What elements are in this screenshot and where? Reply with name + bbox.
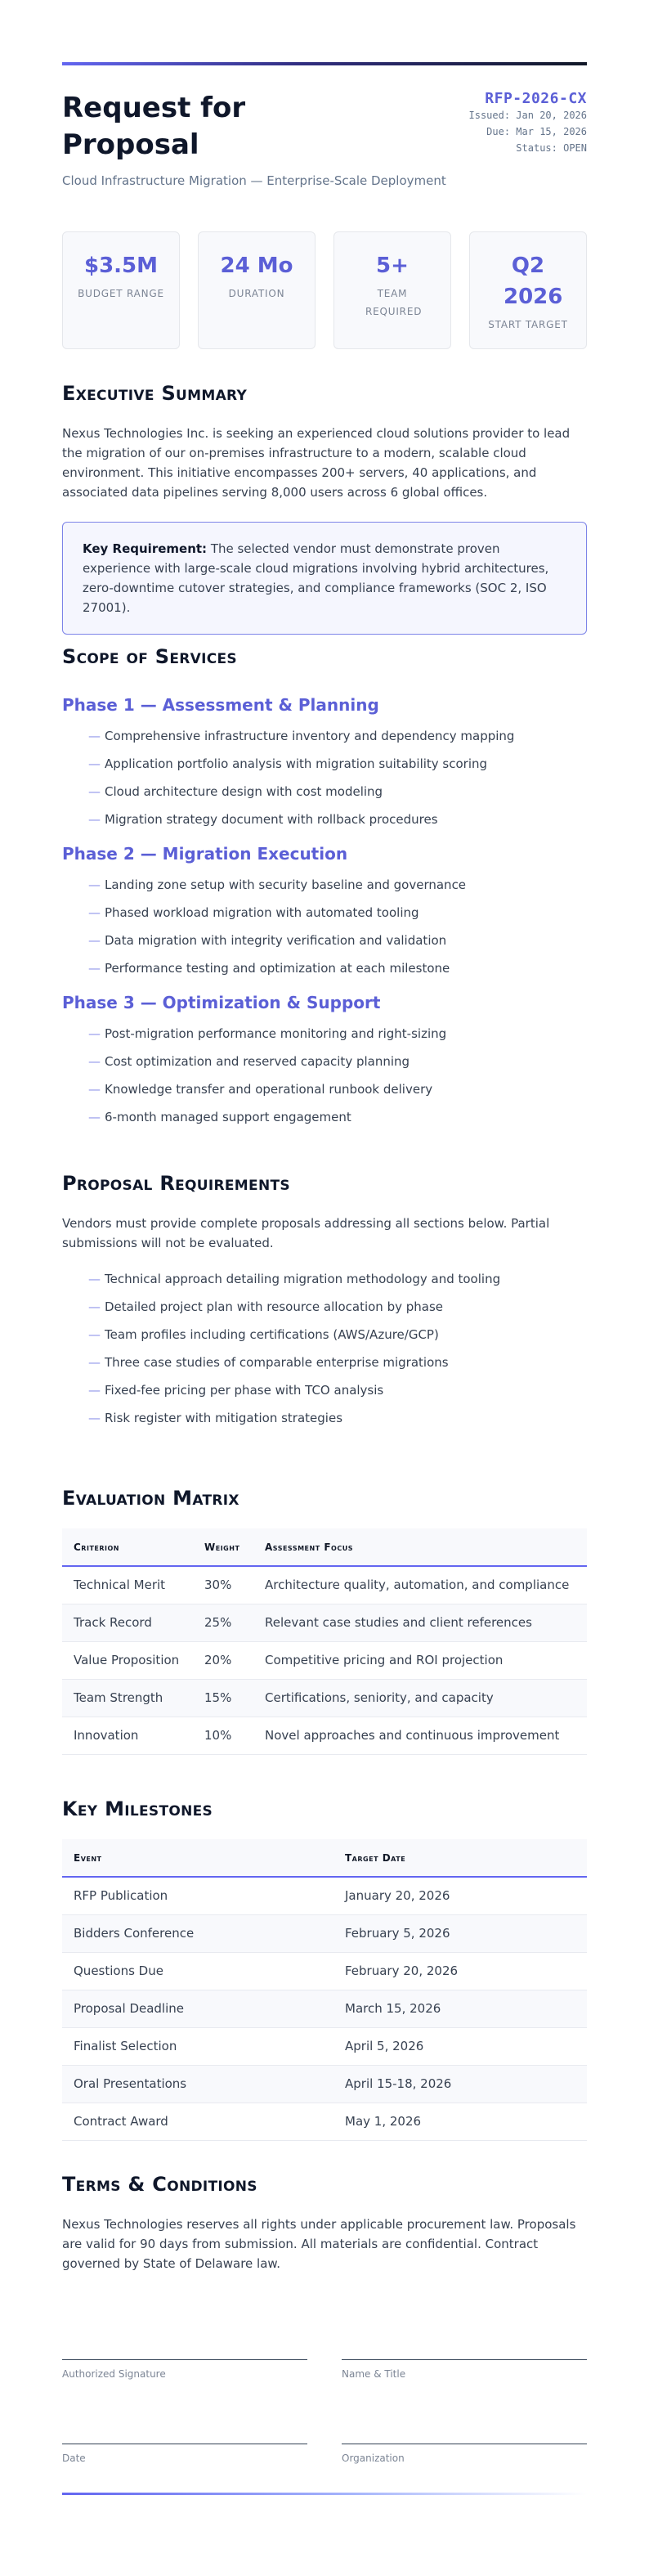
table-cell: April 15-18, 2026 bbox=[333, 2065, 587, 2103]
signature-label: Organization bbox=[342, 2453, 405, 2464]
summary-paragraph: Nexus Technologies Inc. is seeking an experienced cloud solutions provider to lead the migration of our on-premises infrastructure to a modern, scalable cloud environment. This initiative encompasses 200+ servers, 40 applications, and associated data pipelines serving 8,000 users across 6 global offices. bbox=[62, 426, 571, 500]
table-cell: 30% bbox=[193, 1566, 253, 1604]
table-cell: Competitive pricing and ROI projection bbox=[253, 1641, 587, 1679]
dash-icon: — bbox=[88, 1110, 101, 1124]
stat-label: DURATION bbox=[228, 288, 285, 299]
table-cell: Track Record bbox=[62, 1604, 193, 1641]
table-row bbox=[62, 1566, 587, 1604]
executive-summary-section bbox=[62, 381, 587, 635]
table-cell: 20% bbox=[193, 1641, 253, 1679]
evaluation-table bbox=[62, 1528, 587, 1755]
organization-field[interactable] bbox=[342, 2444, 587, 2464]
table-row bbox=[62, 1877, 587, 1914]
top-accent-rule bbox=[62, 62, 587, 65]
list-item: — Technical approach detailing migration methodology and tooling bbox=[62, 1269, 587, 1289]
section-heading: Key Milestones bbox=[62, 1797, 213, 1820]
list-item: — Knowledge transfer and operational runbook delivery bbox=[62, 1079, 587, 1099]
table-cell: February 20, 2026 bbox=[333, 1952, 587, 1990]
page-subtitle: Cloud Infrastructure Migration — Enterprise-Scale Deployment bbox=[62, 173, 446, 188]
table-cell: Technical Merit bbox=[62, 1566, 193, 1604]
list-item: — 6-month managed support engagement bbox=[62, 1107, 587, 1127]
table-row bbox=[62, 1641, 587, 1679]
phase-2-list bbox=[62, 875, 587, 978]
column-header: Event bbox=[62, 1839, 333, 1877]
table-cell: Certifications, seniority, and capacity bbox=[253, 1679, 587, 1717]
dash-icon: — bbox=[88, 784, 101, 799]
column-header: Weight bbox=[193, 1528, 253, 1566]
list-item: — Application portfolio analysis with migration suitability scoring bbox=[62, 754, 587, 774]
phase-3-list bbox=[62, 1024, 587, 1127]
stat-label: START TARGET bbox=[488, 319, 568, 330]
dash-icon: — bbox=[88, 1411, 101, 1425]
list-item: — Cost optimization and reserved capacity planning bbox=[62, 1052, 587, 1071]
key-requirement-callout bbox=[62, 522, 587, 635]
table-header-row bbox=[62, 1839, 587, 1877]
stat-card-start bbox=[469, 231, 587, 349]
table-cell: Value Proposition bbox=[62, 1641, 193, 1679]
list-item: — Comprehensive infrastructure inventory and dependency mapping bbox=[62, 726, 587, 746]
proposal-requirements-section bbox=[62, 1171, 587, 1436]
table-cell: Bidders Conference bbox=[62, 1914, 333, 1952]
table-cell: February 5, 2026 bbox=[333, 1914, 587, 1952]
table-row bbox=[62, 2027, 587, 2065]
phase-1-title: Phase 1 — Assessment & Planning bbox=[62, 695, 379, 715]
table-cell: Contract Award bbox=[62, 2103, 333, 2140]
list-item: — Three case studies of comparable enterprise migrations bbox=[62, 1353, 587, 1372]
callout-text: The selected vendor must demonstrate proven experience with large-scale cloud migrations involving hybrid architectures, zero-downtime cutover strategies, and compliance frameworks (SOC 2, ISO 27001). bbox=[83, 541, 549, 615]
rfp-meta-block bbox=[469, 90, 588, 156]
table-row bbox=[62, 1914, 587, 1952]
terms-section bbox=[62, 2172, 587, 2273]
table-header-row bbox=[62, 1528, 587, 1566]
dash-icon: — bbox=[88, 1327, 101, 1342]
callout-label: Key Requirement: bbox=[83, 541, 208, 556]
list-item: — Phased workload migration with automated tooling bbox=[62, 903, 587, 922]
list-item: — Post-migration performance monitoring and right-sizing bbox=[62, 1024, 587, 1043]
table-row bbox=[62, 1990, 587, 2027]
list-item: — Team profiles including certifications (AWS/Azure/GCP) bbox=[62, 1325, 587, 1344]
stat-value: Q2 2026 bbox=[504, 254, 563, 309]
section-heading: Terms & Conditions bbox=[62, 2173, 257, 2196]
list-item: — Fixed-fee pricing per phase with TCO analysis bbox=[62, 1380, 587, 1400]
table-row bbox=[62, 2103, 587, 2140]
due-date: Due: Mar 15, 2026 bbox=[486, 126, 587, 137]
dash-icon: — bbox=[88, 961, 101, 976]
table-cell: January 20, 2026 bbox=[333, 1877, 587, 1914]
dash-icon: — bbox=[88, 1383, 101, 1398]
scope-section bbox=[62, 644, 587, 1135]
table-cell: Innovation bbox=[62, 1717, 193, 1754]
dash-icon: — bbox=[88, 877, 101, 892]
dash-icon: — bbox=[88, 1026, 101, 1041]
table-cell: April 5, 2026 bbox=[333, 2027, 587, 2065]
column-header: Criterion bbox=[62, 1528, 193, 1566]
phase-3-title: Phase 3 — Optimization & Support bbox=[62, 993, 381, 1012]
signature-label: Authorized Signature bbox=[62, 2368, 166, 2380]
dash-icon: — bbox=[88, 905, 101, 920]
list-item: — Risk register with mitigation strategies bbox=[62, 1408, 587, 1428]
table-cell: RFP Publication bbox=[62, 1877, 333, 1914]
list-item: — Detailed project plan with resource allocation by phase bbox=[62, 1297, 587, 1317]
table-row bbox=[62, 1717, 587, 1754]
table-cell: March 15, 2026 bbox=[333, 1990, 587, 2027]
requirements-list bbox=[62, 1269, 587, 1428]
stat-cards bbox=[62, 231, 587, 349]
milestones-table bbox=[62, 1839, 587, 2141]
dash-icon: — bbox=[88, 729, 101, 743]
dash-icon: — bbox=[88, 1054, 101, 1069]
list-item: — Cloud architecture design with cost modeling bbox=[62, 782, 587, 801]
section-heading: Scope of Services bbox=[62, 645, 237, 668]
stat-label: BUDGET RANGE bbox=[78, 288, 164, 299]
signature-label: Date bbox=[62, 2453, 86, 2464]
milestones-section bbox=[62, 1797, 587, 2141]
table-cell: May 1, 2026 bbox=[333, 2103, 587, 2140]
signature-label: Name & Title bbox=[342, 2368, 406, 2380]
section-heading: Evaluation Matrix bbox=[62, 1487, 239, 1510]
stat-value: $3.5M bbox=[83, 254, 159, 278]
terms-paragraph: Nexus Technologies reserves all rights under applicable procurement law. Proposals are valid for 90 days from submission. All materials are confidential. Contract governed by State of Delaware law. bbox=[62, 2217, 576, 2271]
table-cell: Architecture quality, automation, and compliance bbox=[253, 1566, 587, 1604]
list-item: — Landing zone setup with security baseline and governance bbox=[62, 875, 587, 895]
dash-icon: — bbox=[88, 1355, 101, 1370]
stat-value: 5+ bbox=[376, 254, 409, 278]
stat-label: TEAM REQUIRED bbox=[365, 288, 423, 317]
table-cell: Oral Presentations bbox=[62, 2065, 333, 2103]
bottom-accent-rule bbox=[62, 2493, 587, 2495]
stat-value: 24 Mo bbox=[220, 254, 293, 278]
requirements-intro: Vendors must provide complete proposals addressing all sections below. Partial submissions will not be evaluated. bbox=[62, 1216, 550, 1250]
phase-1-list bbox=[62, 726, 587, 829]
dash-icon: — bbox=[88, 1299, 101, 1314]
dash-icon: — bbox=[88, 1272, 101, 1286]
table-cell: 25% bbox=[193, 1604, 253, 1641]
stat-card-team bbox=[333, 231, 451, 349]
issued-date: Issued: Jan 20, 2026 bbox=[468, 110, 587, 121]
stat-card-budget bbox=[62, 231, 180, 349]
signature-line bbox=[342, 2359, 587, 2360]
table-cell: Relevant case studies and client references bbox=[253, 1604, 587, 1641]
dash-icon: — bbox=[88, 1082, 101, 1097]
table-cell: 15% bbox=[193, 1679, 253, 1717]
status-label: Status: OPEN bbox=[516, 142, 587, 154]
list-item: — Data migration with integrity verification and validation bbox=[62, 931, 587, 950]
phase-2-title: Phase 2 — Migration Execution bbox=[62, 844, 348, 864]
list-item: — Migration strategy document with rollback procedures bbox=[62, 810, 587, 829]
list-item: — Performance testing and optimization at each milestone bbox=[62, 958, 587, 978]
table-row bbox=[62, 1679, 587, 1717]
page-title: Request for Proposal bbox=[62, 92, 246, 161]
evaluation-section bbox=[62, 1486, 587, 1755]
table-cell: Team Strength bbox=[62, 1679, 193, 1717]
table-cell: Finalist Selection bbox=[62, 2027, 333, 2065]
date-field[interactable] bbox=[62, 2444, 307, 2464]
section-heading: Executive Summary bbox=[62, 382, 248, 405]
table-row bbox=[62, 1604, 587, 1641]
stat-card-duration bbox=[198, 231, 316, 349]
table-cell: Questions Due bbox=[62, 1952, 333, 1990]
table-cell: Proposal Deadline bbox=[62, 1990, 333, 2027]
table-cell: 10% bbox=[193, 1717, 253, 1754]
signature-line bbox=[62, 2359, 307, 2360]
table-row bbox=[62, 2065, 587, 2103]
authorized-signature-field[interactable] bbox=[62, 2359, 307, 2380]
document-header bbox=[62, 90, 587, 188]
column-header: Target Date bbox=[333, 1839, 587, 1877]
dash-icon: — bbox=[88, 756, 101, 771]
rfp-id: RFP-2026-CX bbox=[485, 90, 587, 107]
table-cell: Novel approaches and continuous improvement bbox=[253, 1717, 587, 1754]
dash-icon: — bbox=[88, 812, 101, 827]
table-row bbox=[62, 1952, 587, 1990]
column-header: Assessment Focus bbox=[253, 1528, 587, 1566]
dash-icon: — bbox=[88, 933, 101, 948]
section-heading: Proposal Requirements bbox=[62, 1172, 290, 1195]
name-title-field[interactable] bbox=[342, 2359, 587, 2380]
